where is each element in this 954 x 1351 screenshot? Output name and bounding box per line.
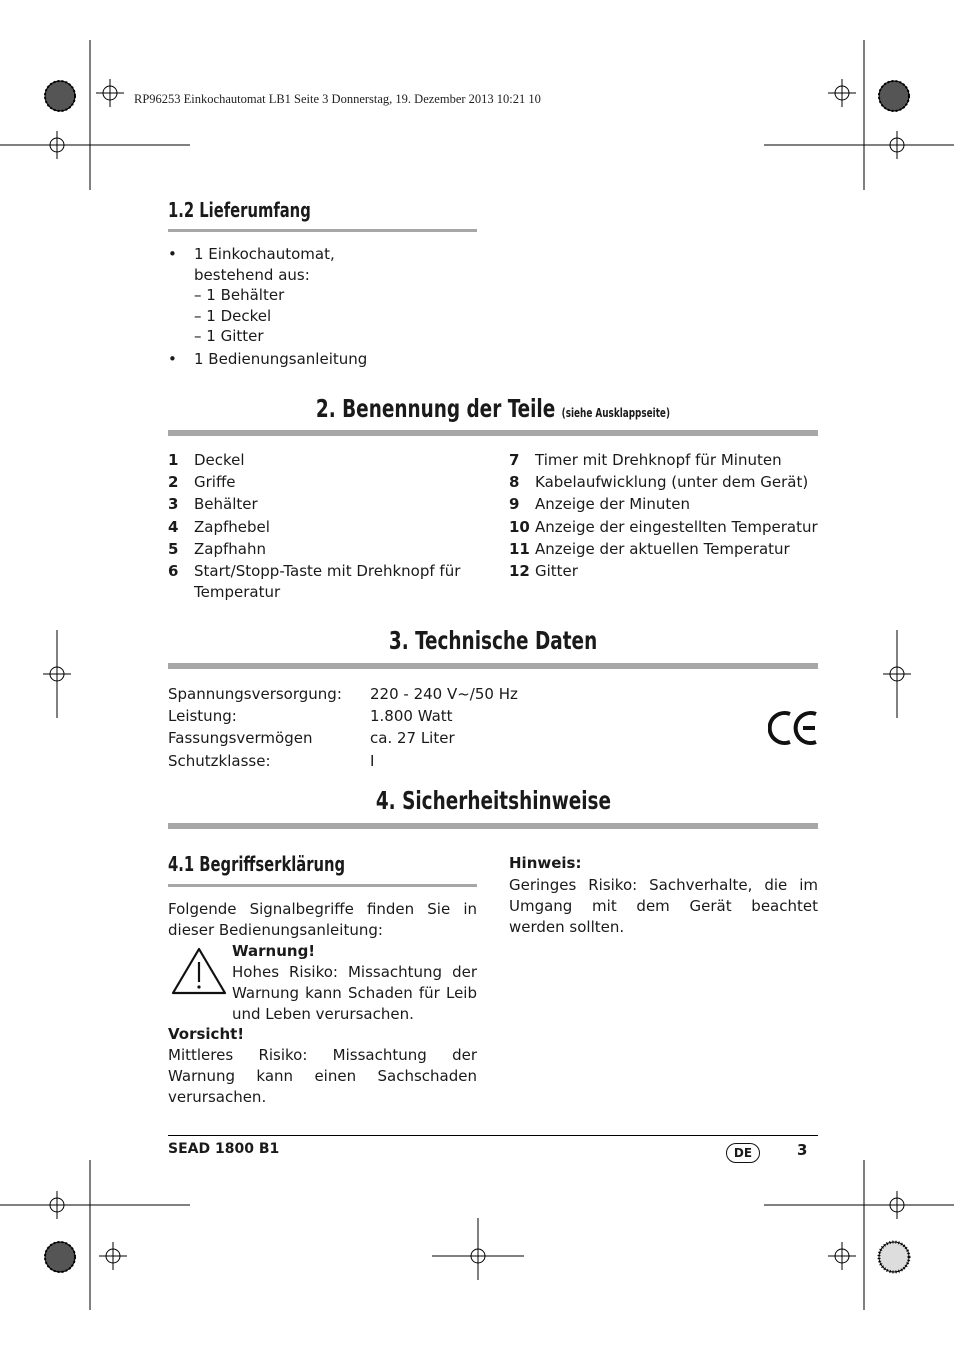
section-3-heading: [168, 626, 818, 655]
intro-text: Folgende Signalbegriffe finden Sie in dieser Bedienungsanleitung:: [168, 900, 477, 939]
list-item: 6 Start/Stopp-Taste mit Drehknopf für Temperatur: [168, 562, 461, 601]
list-item: 5 Zapfhahn: [168, 539, 266, 558]
section-2-heading: [168, 394, 818, 423]
sub-list-item: – 1 Gitter: [194, 327, 264, 345]
vorsicht-text: Mittleres Risiko: Missachtung der Warnung kann einen Sachschaden verursachen.: [168, 1046, 477, 1106]
ce-mark-icon: [768, 710, 820, 746]
parts-list-right: [509, 449, 819, 582]
list-item: 10 Anzeige der eingestellten Temperatur: [509, 517, 818, 536]
list-item: 4 Zapfhebel: [168, 517, 270, 536]
hinweis-text: Geringes Risiko: Sachverhalte, die im Umgang mit dem Gerät beachtet werden sollten.: [509, 876, 818, 936]
table-row: Leistung: 1.800 Watt: [168, 707, 453, 726]
list-item: 1 Einkochautomat,: [194, 245, 335, 263]
sub-list-item: – 1 Deckel: [194, 306, 272, 325]
list-item: 3 Behälter: [168, 495, 258, 514]
footer-page-number: 3: [797, 1141, 808, 1159]
vorsicht-title: Vorsicht!: [168, 1025, 245, 1043]
table-row: Fassungsvermögen ca. 27 Liter: [168, 729, 455, 748]
section-1-2-rule: [168, 229, 477, 232]
section-2-note: (siehe Ausklappseite): [561, 406, 671, 420]
section-2-title: 2. Benennung der Teile: [315, 394, 556, 423]
section-3-rule: [168, 663, 818, 669]
section-4-title: 4. Sicherheitshinweise: [375, 786, 611, 815]
section-1-2-title: 1.2 Lieferumfang: [168, 198, 311, 222]
hinweis-title: Hinweis:: [509, 854, 582, 872]
list-item: 9 Anzeige der Minuten: [509, 495, 690, 514]
section-4-heading: [168, 786, 818, 815]
section-3-title: 3. Technische Daten: [388, 626, 598, 655]
list-item: 1 Deckel: [168, 451, 245, 469]
list-item: 1 Bedienungsanleitung: [194, 349, 368, 368]
section-4-1-title: 4.1 Begriffserklärung: [168, 852, 346, 876]
table-row: Spannungsversorgung: 220 - 240 V~/50 Hz: [168, 685, 518, 703]
parts-list-left: [168, 449, 468, 602]
section-2-rule: [168, 430, 818, 436]
warnung-text: Hohes Risiko: Missachtung der Warnung kann Schaden für Leib und Leben verursachen.: [232, 963, 477, 1023]
footer-model: SEAD 1800 B1: [168, 1141, 280, 1157]
list-item: 12 Gitter: [509, 562, 578, 581]
table-row: Schutzklasse: I: [168, 751, 375, 770]
sub-list-item: – 1 Behälter: [194, 286, 285, 304]
list-item: 11 Anzeige der aktuellen Temperatur: [509, 539, 790, 558]
tech-data-table: [168, 683, 518, 772]
list-item: 8 Kabelaufwicklung (unter dem Gerät): [509, 473, 809, 492]
section-4-1-rule: [168, 884, 477, 887]
footer-rule: [168, 1135, 818, 1136]
warning-triangle-icon: [170, 946, 228, 996]
footer-lang-badge: DE: [726, 1143, 760, 1163]
list-item: 7 Timer mit Drehknopf für Minuten: [509, 451, 782, 469]
list-item: bestehend aus:: [194, 265, 310, 284]
section-4-rule: [168, 823, 818, 829]
warnung-title: Warnung!: [232, 942, 316, 960]
list-item: 2 Griffe: [168, 473, 236, 492]
scope-list: • 1 Einkochautomat, bestehend aus: – 1 Behälter – 1 Deckel – 1 Gitter • 1 Bedienungsanleitung: [168, 245, 368, 368]
print-header: RP96253 Einkochautomat LB1 Seite 3 Donnerstag, 19. Dezember 2013 10:21 10: [134, 92, 541, 106]
